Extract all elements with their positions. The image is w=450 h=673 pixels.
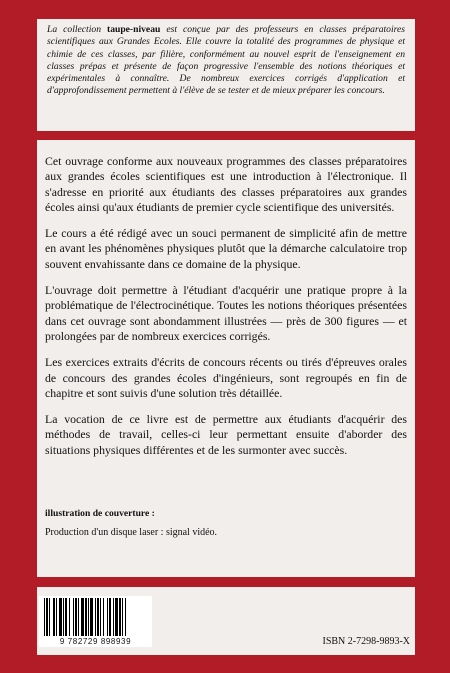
isbn-barcode	[39, 596, 152, 647]
barcode-bar	[90, 598, 93, 636]
barcode-bar	[46, 598, 48, 636]
barcode-bar	[88, 598, 89, 636]
barcode-bar	[97, 598, 99, 636]
barcode-bar	[95, 598, 96, 636]
barcode-bar	[125, 598, 126, 636]
isbn-number: ISBN 2-7298-9893-X	[322, 636, 410, 647]
barcode-bar	[100, 598, 101, 636]
description-paragraph-5: La vocation de ce livre est de permettre aux étudiants d'acquérir des méthodes de travail, celles-ci leur permettant ensuite d'aborder des situations physiques différentes et de les surmonter avec succès.	[45, 412, 407, 457]
barcode-panel	[37, 587, 415, 655]
collection-intro-panel	[37, 19, 415, 131]
barcode-bar	[69, 598, 70, 636]
description-paragraph-3: L'ouvrage doit permettre à l'étudiant d'acquérir une pratique propre à la problématique de l'électrocinétique. Toutes les notions théoriques présentées dans cet ouvrage sont abondamment illustrées — près de 300 figures — et prolongées par de nombreux exercices corrigés.	[45, 283, 407, 343]
barcode-bar	[63, 598, 64, 636]
barcode-bar	[113, 598, 114, 636]
barcode-bar	[122, 598, 123, 636]
cover-illustration-credit	[45, 508, 405, 538]
barcode-digits: 9 782729 898939	[59, 637, 132, 646]
intro-lead: La collection	[47, 24, 108, 35]
description-paragraph-2: Le cours a été rédigé avec un souci permanent de simplicité afin de mettre en avant les phénomènes physiques plutôt que la démarche calculatoire trop souvent envahissante dans ce domaine de la physique.	[45, 226, 407, 271]
collection-intro-text	[47, 24, 405, 98]
barcode-bar	[75, 598, 77, 636]
cover-illustration-heading: illustration de couverture :	[45, 508, 155, 519]
cover-illustration-caption: Production d'un disque laser : signal vidéo.	[45, 527, 218, 538]
barcode-bars	[44, 598, 147, 636]
barcode-bar	[59, 598, 62, 636]
collection-name: taupe-niveau	[107, 24, 161, 35]
barcode-bar	[53, 598, 55, 636]
barcode-bar	[65, 598, 67, 636]
description-paragraph-1: Cet ouvrage conforme aux nouveaux programmes des classes préparatoires aux grandes écoles scientifiques est une introduction à l'électronique. Il s'adresse en priorité aux étudiants des classes préparatoires aux grandes écoles ainsi qu'aux étudiants de premier cycle scientifique des universités.	[45, 154, 407, 214]
barcode-bar	[73, 598, 74, 636]
description-paragraph-4: Les exercices extraits d'écrits de concours récents ou tirés d'épreuves orales de concours des grandes écoles d'ingénieurs, sont regroupés en fin de chapitre et sont suivis d'une solution très détaillée.	[45, 355, 407, 400]
barcode-bar	[109, 598, 111, 636]
barcode-bar	[85, 598, 87, 636]
barcode-bar	[115, 598, 118, 636]
description-panel	[37, 140, 415, 577]
barcode-bar	[49, 598, 50, 636]
barcode-bar	[44, 598, 45, 636]
barcode-bar	[81, 598, 84, 636]
barcode-bar	[119, 598, 121, 636]
barcode-bar	[56, 598, 57, 636]
barcode-bar	[78, 598, 79, 636]
barcode-bar	[103, 598, 104, 636]
barcode-bar	[107, 598, 108, 636]
intro-rest: est conçue par des professeurs en classes préparatoires scientifiques aux Grandes Ecoles. Elle couvre la totalité des programmes de physique et chimie de ces classes, par filière, conformément au nouvel esprit de l'enseignement en classes prépas et présente de façon progressive l'ensemble des notions théoriques et expérimentales à connaître. De nombreux exercices corrigés d'application et d'approfondissement permettent à l'élève de se tester et de mieux préparer les concours.	[47, 24, 405, 97]
